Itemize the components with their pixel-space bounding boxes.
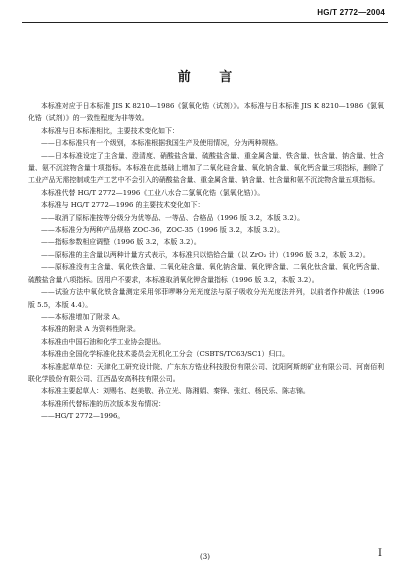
paragraph: 本标准所代替标准的历次版本发布情况： <box>41 399 166 408</box>
paragraph: 本标准与 HG/T 2772—1996 的主要技术变化如下： <box>41 201 205 210</box>
paragraph: 本标准由全国化学标准化技术委员会无机化工分会（CSBTS/TC63/SC1）归口。 <box>41 350 290 359</box>
paragraph: 本标准对应于日本标准 JIS K 8210—1986《氯氧化锆（试剂）》。本标准与日本标准 JIS K 8210—1986《氯氧化锆（试剂）》的一致性程度为非等效。 <box>28 102 384 123</box>
page-title: 前 言 <box>177 70 245 85</box>
paragraph: ——取消了原标准按等分级分为优等品、一等品、合格品（1996 版 3.2，本版 3.2）。 <box>41 213 305 222</box>
paragraph: ——日本标准设定了主含量、澄清度、硝酸盐含量、硫酸盐含量、重金属含量、铁含量、钛含量、钠含量、钍含量、氨不沉淀物含量十项指标。本标准在此基础上增加了二氧化硅含量、氧化钠含量、氧化钙含量三项指标，删除了工业产品无需控制或生产工艺中不会引入的硝酸盐含量、重金属含量、钠含量、钍含量和氨不沉淀物含量五项指标。 <box>28 151 384 185</box>
paragraph: ——本标准增加了附录 A。 <box>41 312 124 321</box>
paragraph: ——HG/T 2772—1996。 <box>41 412 125 421</box>
paragraph: ——原标准没有主含量、氧化铁含量、二氧化硅含量、氧化钠含量、氧化钾含量、二氧化钛含量、氧化钙含量、硫酸盐含量八项指标。因用户不要求，本标准取消氧化钾含量指标（1996 版 3.2，本版 3.2）。 <box>28 263 384 284</box>
paragraph: 本标准由中国石油和化学工业协会提出。 <box>41 337 166 346</box>
paragraph: 本标准的附录 A 为资料性附录。 <box>41 325 140 334</box>
foreword-body <box>28 100 384 423</box>
paragraph: ——试验方法中氧化铁含量测定采用邻菲啰啉分光光度法与原子吸收分光光度法并列，以前者作仲裁法（1996 版 5.5，本版 4.4）。 <box>28 288 384 309</box>
paragraph: 本标准与日本标准相比，主要技术变化如下： <box>41 126 179 135</box>
page-number: (3) <box>200 553 210 561</box>
paragraph: 本标准起草单位：天津化工研究设计院、广东东方锆业科技股份有限公司、沈阳阿斯朗矿业有限公司、河南佰利联化学股份有限公司、江西晶安高科技有限公司。 <box>28 362 384 383</box>
header-rule <box>22 22 388 23</box>
paragraph: ——本标准分为两种产品规格 ZOC-36，ZOC-35（1996 版 3.2，本版 3.2）。 <box>41 226 285 235</box>
standard-code: HG/T 2772—2004 <box>317 8 385 17</box>
paragraph: ——指标参数相应调整（1996 版 3.2，本版 3.2）。 <box>41 238 201 247</box>
paragraph: 本标准主要起草人：刘赐名、赵美敬、孙立光、陈湘娟、秦锋、张红、杨民乐、陈志锦。 <box>41 387 310 396</box>
roman-page-numeral: I <box>378 548 382 559</box>
paragraph: ——原标准的主含量以两种计量方式表示，本标准只以锆铪合量（以 ZrO₂ 计）（1996 版 3.2，本版 3.2）。 <box>41 250 370 259</box>
paragraph: ——日本标准只有一个级别，本标准根据我国生产及使用情况，分为两种规格。 <box>41 139 283 148</box>
paragraph: 本标准代替 HG/T 2772—1996《工业八水合二氯氧化锆（氯氧化锆）》。 <box>41 188 265 197</box>
